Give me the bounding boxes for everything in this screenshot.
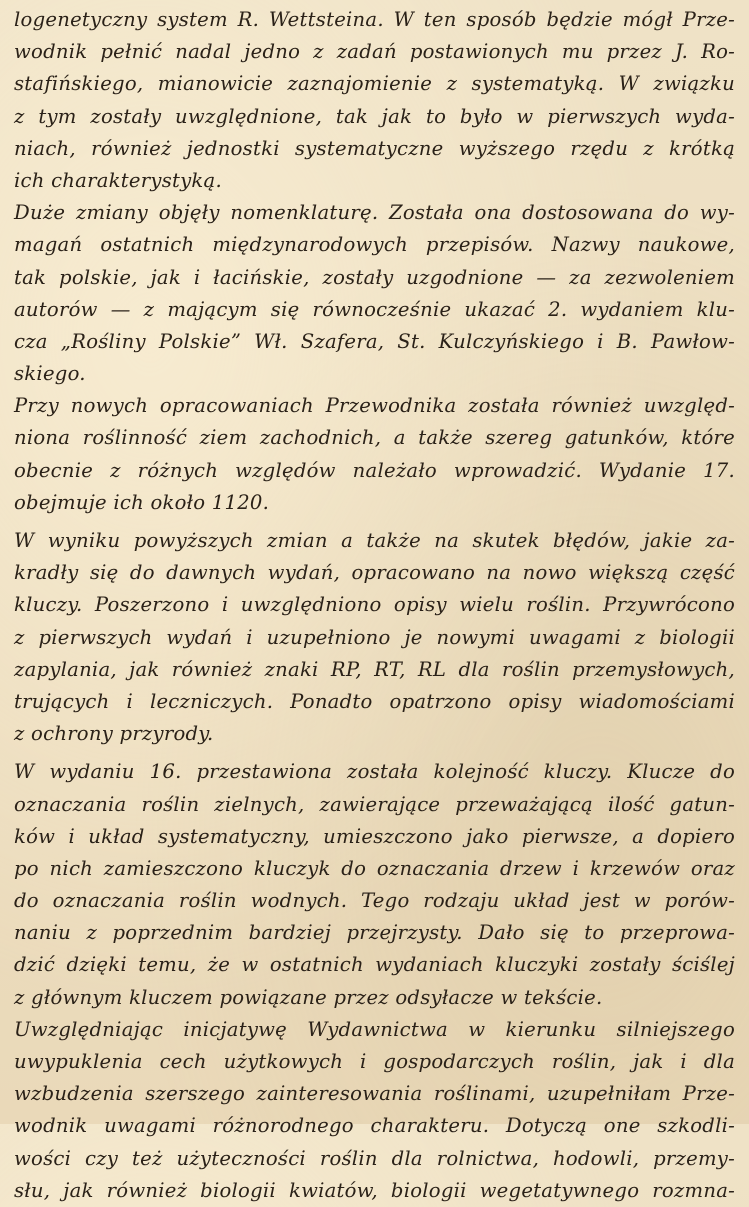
text-line: W wydaniu 16. przestawiona została kolejność kluczy. Klucze do <box>14 760 735 784</box>
paragraph-4 <box>14 525 735 750</box>
text-line: oznaczania roślin zielnych, zawierające przeważającą ilość gatun- <box>14 792 735 816</box>
paragraph-3 <box>14 390 735 519</box>
text-line: trujących i leczniczych. Ponadto opatrzono opisy wiadomościami <box>14 689 735 713</box>
text-line: Przy nowych opracowaniach Przewodnika została również uwzględ- <box>14 394 735 418</box>
text-line: wości czy też użyteczności roślin dla rolnictwa, hodowli, przemy- <box>14 1146 735 1170</box>
text-line: tak polskie, jak i łacińskie, zostały uzgodnione — za zezwoleniem <box>14 265 735 289</box>
paragraph-5 <box>14 756 735 1014</box>
text-line: Duże zmiany objęły nomenklaturę. Została ona dostosowana do wy- <box>14 201 735 225</box>
paragraph-6 <box>14 1014 735 1207</box>
text-line: uwypuklenia cech użytkowych i gospodarczych roślin, jak i dla <box>14 1050 735 1073</box>
text-line: niona roślinność ziem zachodnich, a także szereg gatunków, które <box>14 426 735 450</box>
text-line: dzić dzięki temu, że w ostatnich wydaniach kluczyki zostały ściślej <box>14 953 735 977</box>
paragraph-2 <box>14 197 735 390</box>
text-line: stafińskiego, mianowicie zaznajomienie z systematyką. W związku <box>14 72 735 96</box>
text-line: obecnie z różnych względów należało wprowadzić. Wydanie 17. <box>14 458 735 482</box>
text-line: W wyniku powyższych zmian a także na skutek błędów, jakie za- <box>14 529 735 552</box>
text-line: wodnik uwagami różnorodnego charakteru. Dotyczą one szkodli- <box>14 1114 735 1138</box>
text-line: do oznaczania roślin wodnych. Tego rodzaju układ jest w porów- <box>14 889 735 913</box>
text-line: autorów — z mającym się równocześnie ukazać 2. wydaniem klu- <box>14 297 735 321</box>
text-line: skiego. <box>14 362 86 386</box>
text-line: ich charakterystyką. <box>14 168 222 192</box>
text-line: słu, jak również biologii kwiatów, biologii wegetatywnego rozmna- <box>14 1178 735 1202</box>
text-line: cza „Rośliny Polskie” Wł. Szafera, St. Kulczyńskiego i B. Pawłow- <box>14 329 735 353</box>
text-line: wodnik pełnić nadal jedno z zadań postawionych mu przez J. Ro- <box>14 40 735 64</box>
text-line: z pierwszych wydań i uzupełniono je nowymi uwagami z biologii <box>14 625 735 649</box>
text-line: po nich zamieszczono kluczyk do oznaczania drzew i krzewów oraz <box>14 856 735 880</box>
text-line: z głównym kluczem powiązane przez odsyłacze w tekście. <box>14 985 603 1009</box>
text-line: logenetyczny system R. Wettsteina. W ten sposób będzie mógł Prze- <box>14 8 735 31</box>
text-line: magań ostatnich międzynarodowych przepisów. Nazwy naukowe, <box>14 233 735 257</box>
text-line: naniu z poprzednim bardziej przejrzysty. Dało się to przeprowa- <box>14 921 735 945</box>
text-line: obejmuje ich około 1120. <box>14 490 270 514</box>
text-line: ków i układ systematyczny, umieszczono jako pierwsze, a dopiero <box>14 824 735 848</box>
text-line: z tym zostały uwzględnione, tak jak to było w pierwszych wyda- <box>14 104 735 128</box>
text-line: kluczy. Poszerzono i uwzględniono opisy wielu roślin. Przywrócono <box>14 593 735 617</box>
text-line: Uwzględniając inicjatywę Wydawnictwa w kierunku silniejszego <box>14 1017 735 1041</box>
text-line: wzbudzenia szerszego zainteresowania roślinami, uzupełniłam Prze- <box>14 1082 735 1106</box>
paragraph-1 <box>14 4 735 197</box>
text-line: niach, również jednostki systematyczne wyższego rzędu z krótką <box>14 136 735 160</box>
text-line: z ochrony przyrody. <box>14 722 214 746</box>
text-line: zapylania, jak również znaki RP, RT, RL dla roślin przemysłowych, <box>14 657 735 681</box>
text-line: kradły się do dawnych wydań, opracowano na nowo większą część <box>14 561 735 585</box>
